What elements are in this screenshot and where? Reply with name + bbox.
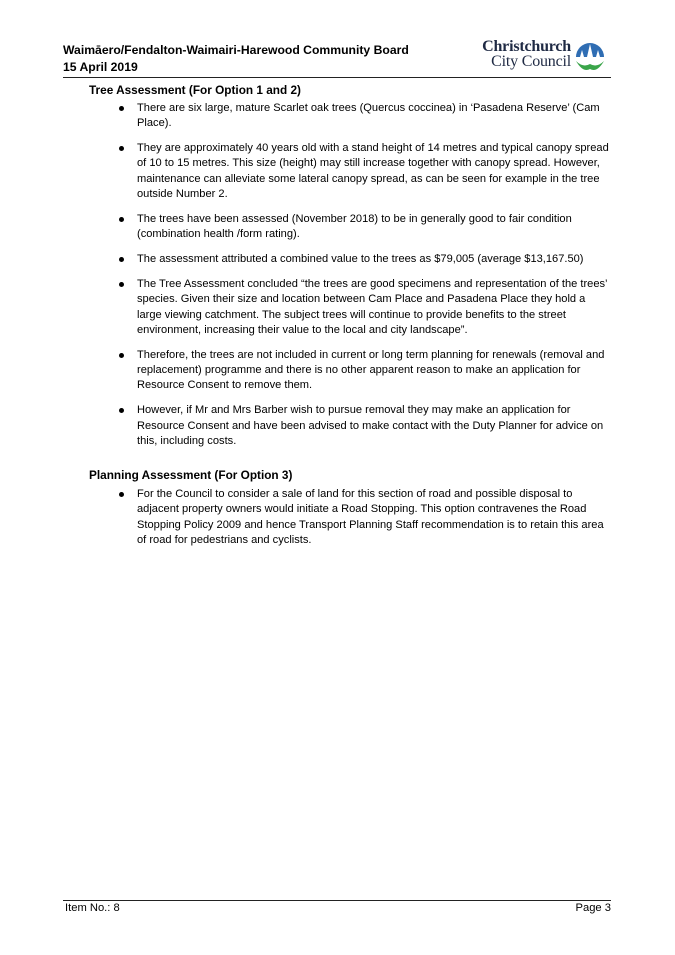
footer-divider: [63, 900, 611, 901]
item-number: Item No.: 8: [65, 902, 120, 914]
list-item: There are six large, mature Scarlet oak trees (Quercus coccinea) in ‘Pasadena Reserve’ (Cam Place).: [89, 101, 609, 132]
header-text: [63, 42, 409, 76]
board-name: Waimāero/Fendalton-Waimairi-Harewood Community Board: [63, 43, 409, 57]
planning-assessment-list: [89, 487, 609, 558]
list-item: Therefore, the trees are not included in current or long term planning for renewals (removal and replacement) programme and there is no other apparent reason to make an application for Resource Consent to remove them.: [89, 348, 609, 394]
section-title: Planning Assessment (For Option 3): [89, 468, 293, 482]
list-item: The trees have been assessed (November 2018) to be in generally good to fair condition (combination health /form rating).: [89, 212, 609, 243]
page-number: Page 3: [575, 902, 611, 914]
logo-name: Christchurch: [482, 38, 571, 55]
logo-sub: City Council: [491, 53, 571, 70]
section-title: Tree Assessment (For Option 1 and 2): [89, 83, 301, 97]
header-divider: [63, 77, 611, 78]
tree-assessment-list: [89, 101, 609, 459]
page-header: [63, 39, 611, 79]
list-item: The assessment attributed a combined value to the trees as $79,005 (average $13,167.50): [89, 252, 609, 267]
list-item: For the Council to consider a sale of land for this section of road and possible disposal to adjacent property owners would initiate a Road Stopping. This option contravenes the Road Stopping Policy 2009 and hence Transport Planning Staff recommendation is to retain this area of road for pedestrians and cyclists.: [89, 487, 609, 548]
council-logo: [471, 39, 611, 77]
logo-text: [482, 39, 571, 69]
list-item: They are approximately 40 years old with a stand height of 14 metres and typical canopy spread of 10 to 15 metres. This size (height) may still increase together with canopy spread. However, maintenance can alleviate some lateral canopy spread, as can be seen for example in the tree outside Number 2.: [89, 141, 609, 202]
list-item: However, if Mr and Mrs Barber wish to pursue removal they may make an application for Resource Consent and have been advised to make contact with the Duty Planner for advice on this, including costs.: [89, 403, 609, 449]
list-item: The Tree Assessment concluded “the trees are good specimens and representation of the trees’ species. Given their size and location between Cam Place and Pasadena Place they hold a large viewing catchment. The subject trees will continue to provide benefits to the street environment, increasing their value to the local and city landscape”.: [89, 277, 609, 338]
cathedral-logo-icon: [573, 40, 607, 74]
meeting-date: 15 April 2019: [63, 60, 138, 74]
